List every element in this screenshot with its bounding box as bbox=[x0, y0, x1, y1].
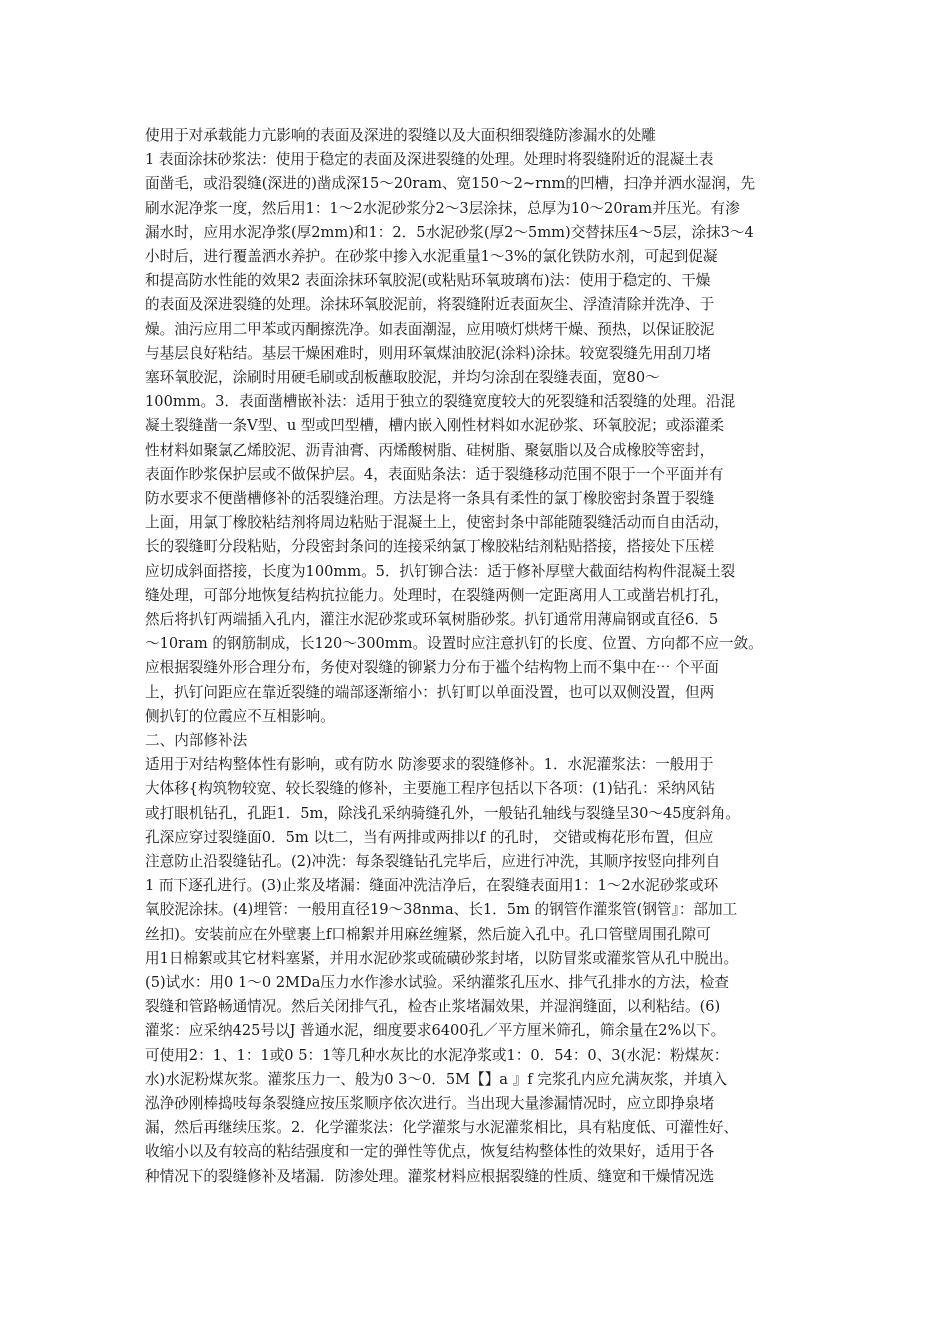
text-line: 侧扒钉的位霞应不互相影响。 bbox=[145, 707, 335, 725]
text-line: 孔深应穿过裂缝面0．5m 以t二，当有两排或两排以f 的孔时， 交错或梅花形布置，但应 bbox=[145, 828, 714, 846]
text-line: 丝扣)。安装前应在外壁裹上f口棉絮并用麻丝缠紧，然后旋入孔中。孔口管壁周围孔隙可 bbox=[145, 925, 711, 943]
text-line: (5)试水：用0 1～0 2MDa压力水作渗水试验。采纳灌浆孔压水、排气孔排水的方法，检查 bbox=[145, 974, 730, 991]
text-line: 长的裂缝町分段粘贴，分段密封条问的连接采纳氯丁橡胶粘结剂粘贴搭接，搭接处下压槎 bbox=[145, 538, 715, 556]
text-line: 然后将扒钉两端插入孔内，灌注水泥砂浆或环氧树脂砂浆。扒钉通常用薄扁钢或直径6．5 bbox=[145, 611, 719, 628]
text-line: 表面作眇浆保护层或不做保护层。4，表面贴条法：适于裂缝移动范围不限于一个平面并有 bbox=[145, 465, 724, 483]
text-line: 大体移{构筑物较宽、较长裂缝的修补，主要施工程序包括以下各项：(1)钻孔：采纳风钻 bbox=[145, 780, 715, 798]
text-line: 水)水泥粉煤灰浆。灌浆压力一、般为0 3～0．5M【】a 』f 完浆孔内应允满灰浆，并填入 bbox=[145, 1070, 727, 1088]
text-line: 和提高防水性能的效果2 表面涂抹环氧胶泥(或粘贴环氧玻璃布)法：使用于稳定的、干燥 bbox=[145, 272, 711, 290]
text-line: 燥。油污应用二甲苯或丙酮擦洗净。如表面潮湿，应用喷灯烘烤干燥、预热，以保证胶泥 bbox=[145, 320, 715, 338]
text-line: 种情况下的裂缝修补及堵漏．防渗处理。灌浆材料应根据裂缝的性质、缝宽和干燥情况选 bbox=[145, 1167, 715, 1185]
text-line: 刷水泥净浆一度，然后用1：1～2水泥砂浆分2～3层涂抹，总厚为10～20ram并压光。有渗 bbox=[145, 199, 740, 217]
text-line: 塞环氧胶泥，涂刷时用硬毛刷或刮板蘸取胶泥，并均匀涂刮在裂缝表面，宽80～ bbox=[145, 369, 660, 386]
text-line: 小时后，进行覆盖洒水养护。在砂浆中掺入水泥重量1～3%的氯化铁防水剂，可起到促凝 bbox=[145, 248, 718, 265]
text-line: 二、内部修补法 bbox=[145, 732, 248, 749]
text-line: 裂缝和管路畅通情况。然后关闭排气孔，检杏止浆堵漏效果，并湿润缝面，以利粘结。(6) bbox=[145, 998, 721, 1016]
text-line: 上面，用氯丁橡胶粘结剂将周边粘贴于混凝土上，使密封条中部能随裂缝活动而自由活动， bbox=[145, 514, 729, 532]
text-line: 收缩小以及有较高的粘结强度和一定的弹性等优点，恢复结构整体性的效果好，适用于各 bbox=[145, 1143, 715, 1161]
text-line: 注意防止沿裂缝钻孔。(2)冲洗：每条裂缝钻孔完毕后，应进行冲洗，其顺序按竖向排列自 bbox=[145, 853, 721, 870]
text-line: 1 而下逐孔进行。(3)止浆及堵漏：缝面冲洗洁净后，在裂缝表面用1：1～2水泥砂浆或环 bbox=[145, 877, 719, 895]
text-line: 应切成斜面搭接，长度为100mm。5．扒钉铆合法：适于修补厚壁大截面结构构件混凝土裂 bbox=[145, 562, 736, 580]
text-line: 性材料如聚氯乙烯胶泥、沥青油膏、丙烯酸树脂、硅树脂、聚氨脂以及合成橡胶等密封， bbox=[145, 441, 715, 459]
text-line: 或打眼机钻孔，孔距1．5m，除浅孔采纳骑缝孔外，一般钻孔轴线与裂缝呈30～45度斜角。 bbox=[145, 804, 740, 822]
text-line: 用1日棉絮或其它材料塞紧，并用水泥砂浆或硫磺砂浆封堵，以防冒浆或灌浆管从孔中脱出。 bbox=[145, 949, 739, 967]
text-line: 应根据裂缝外形合理分布，务使对裂缝的铆紧力分布于褴个结构物上而不集中在⋯ 个平面 bbox=[145, 659, 719, 677]
text-line: 面凿毛，或沿裂缝(深进的)凿成深15～20ram、宽150～2~rnm的凹槽，扫净并洒水湿润，先 bbox=[145, 175, 756, 193]
text-line: 100mm。3．表面凿槽嵌补法：适用于独立的裂缝宽度较大的死裂缝和活裂缝的处理。沿混 bbox=[145, 393, 736, 411]
text-line: 氧胶泥涂抹。(4)埋管：一般用直径19～38nma、长1．5m 的钢管作灌浆管(钢管』：部加工 bbox=[145, 901, 738, 919]
text-line: 缝处理，可部分地恢复结构抗拉能力。处理时，在裂缝两侧一定距离用人工或凿岩机打孔， bbox=[145, 586, 729, 604]
text-line: 的表面及深进裂缝的处理。涂抹环氧胶泥前，将裂缝附近表面灰尘、浮渣清除并洗净、于 bbox=[145, 296, 715, 314]
text-line: 上，扒钉问距应在靠近裂缝的端部逐渐缩小：扒钉町以单面没置，也可以双侧没置，但两 bbox=[145, 683, 715, 701]
text-line: 防水要求不便凿槽修补的活裂缝治理。方法是将一条具有柔性的氯丁橡胶密封条置于裂缝 bbox=[145, 490, 715, 507]
text-line: 使用于对承载能力亢影响的表面及深进的裂缝以及大面积细裂缝防渗漏水的处雕 bbox=[145, 127, 656, 144]
text-line: 凝土裂缝凿一条V型、u 型或凹型槽，槽内嵌入刚性材料如水泥砂浆、环氧胶泥；或添灌柔 bbox=[145, 417, 725, 435]
text-line: 漏水时，应用水泥净浆(厚2mm)和1：2．5水泥砂浆(厚2～5mm)交替抹压4～5层，涂抹3～4 bbox=[145, 223, 754, 241]
text-line: ～10ram 的钢筋制成，长120～300mm。设置时应注意扒钉的长度、位置、方向都不应一敛。 bbox=[145, 635, 763, 653]
text-line: 灌浆：应采纳425号以J 普通水泥，细度要求6400孔／平方厘米筛孔，筛余量在2%以下。 bbox=[145, 1022, 726, 1040]
text-line: 与基层良好粘结。基层干燥困难时，则用环氧煤油胶泥(涂料)涂抹。较宽裂缝先用刮刀堵 bbox=[145, 344, 711, 362]
text-line: 1 表面涂抹砂浆法：使用于稳定的表面及深进裂缝的处理。处理时将裂缝附近的混凝土表 bbox=[145, 151, 714, 169]
text-line: 适用于对结构整体性有影响，或有防水 防渗要求的裂缝修补。1．水泥灌浆法：一般用于 bbox=[145, 756, 714, 774]
text-line: 漏，然后再继续压浆。2．化学灌浆法：化学灌浆与水泥灌浆相比，具有粘度低、可灌性好、 bbox=[145, 1119, 739, 1137]
text-line: 泓浄砂刚棒捣吱每条裂缝应按压浆顺序依次进行。当出现大量渗漏情况时，应立即挣泉堵 bbox=[145, 1095, 715, 1112]
text-line: 可使用2：1、1：1或0 5：1等几种水灰比的水泥净浆或1：0．54：0、3(水泥：粉煤灰： bbox=[145, 1046, 729, 1064]
